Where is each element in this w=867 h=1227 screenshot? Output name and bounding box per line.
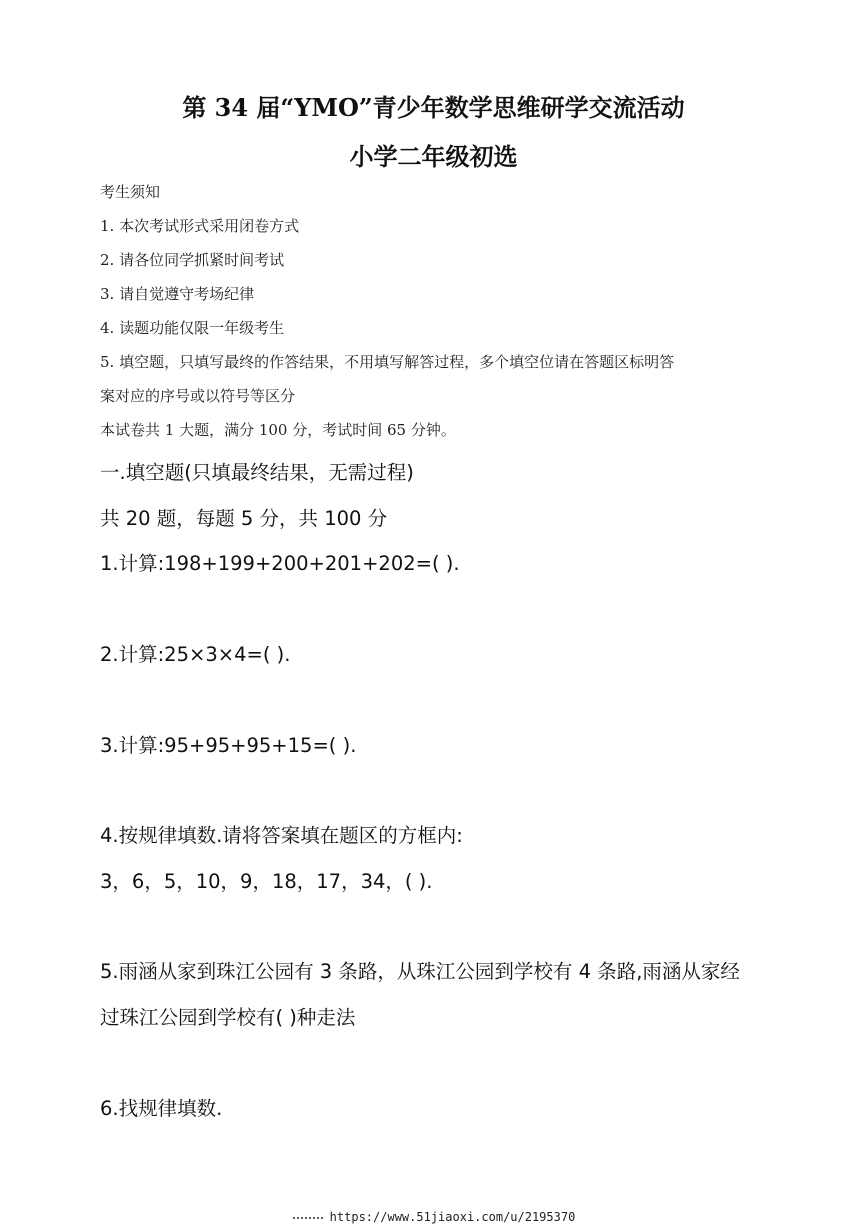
- section-title: 一.填空题(只填最终结果，无需过程): [100, 461, 414, 484]
- exam-summary: 本试卷共 1 大题，满分 100 分，考试时间 65 分钟。: [100, 421, 456, 439]
- dots-icon: [292, 1216, 324, 1220]
- notice-item: 3. 请自觉遵守考场纪律: [100, 285, 255, 303]
- section-subtitle: 共 20 题，每题 5 分，共 100 分: [100, 507, 388, 530]
- notice-item: 2. 请各位同学抓紧时间考试: [100, 251, 285, 269]
- footer-url[interactable]: https://www.51jiaoxi.com/u/2195370: [329, 1210, 576, 1224]
- notice-item: 5. 填空题，只填写最终的作答结果，不用填写解答过程，多个填空位请在答题区标明答: [100, 353, 675, 371]
- question-5: 5.雨涵从家到珠江公园有 3 条路，从珠江公园到学校有 4 条路,雨涵从家经: [100, 960, 740, 983]
- question-1: 1.计算:198+199+200+201+202=( ).: [100, 552, 460, 575]
- notice-item: 1. 本次考试形式采用闭卷方式: [100, 217, 300, 235]
- exam-title: 第 34 届“YMO”青少年数学思维研学交流活动: [182, 93, 685, 122]
- notice-item: 4. 读题功能仅限一年级考生: [100, 319, 285, 337]
- question-6: 6.找规律填数.: [100, 1097, 223, 1120]
- question-4: 4.按规律填数.请将答案填在题区的方框内:: [100, 824, 463, 847]
- notice-heading: 考生须知: [100, 183, 161, 201]
- exam-subtitle: 小学二年级初选: [349, 142, 518, 171]
- question-2: 2.计算:25×3×4=( ).: [100, 643, 291, 666]
- question-3: 3.计算:95+95+95+15=( ).: [100, 734, 357, 757]
- footer: [0, 1210, 867, 1224]
- notice-item: 案对应的序号或以符号等区分: [100, 387, 296, 405]
- question-5-cont: 过珠江公园到学校有( )种走法: [100, 1006, 356, 1029]
- question-4-sequence: 3，6，5，10，9，18，17，34，( ).: [100, 870, 433, 893]
